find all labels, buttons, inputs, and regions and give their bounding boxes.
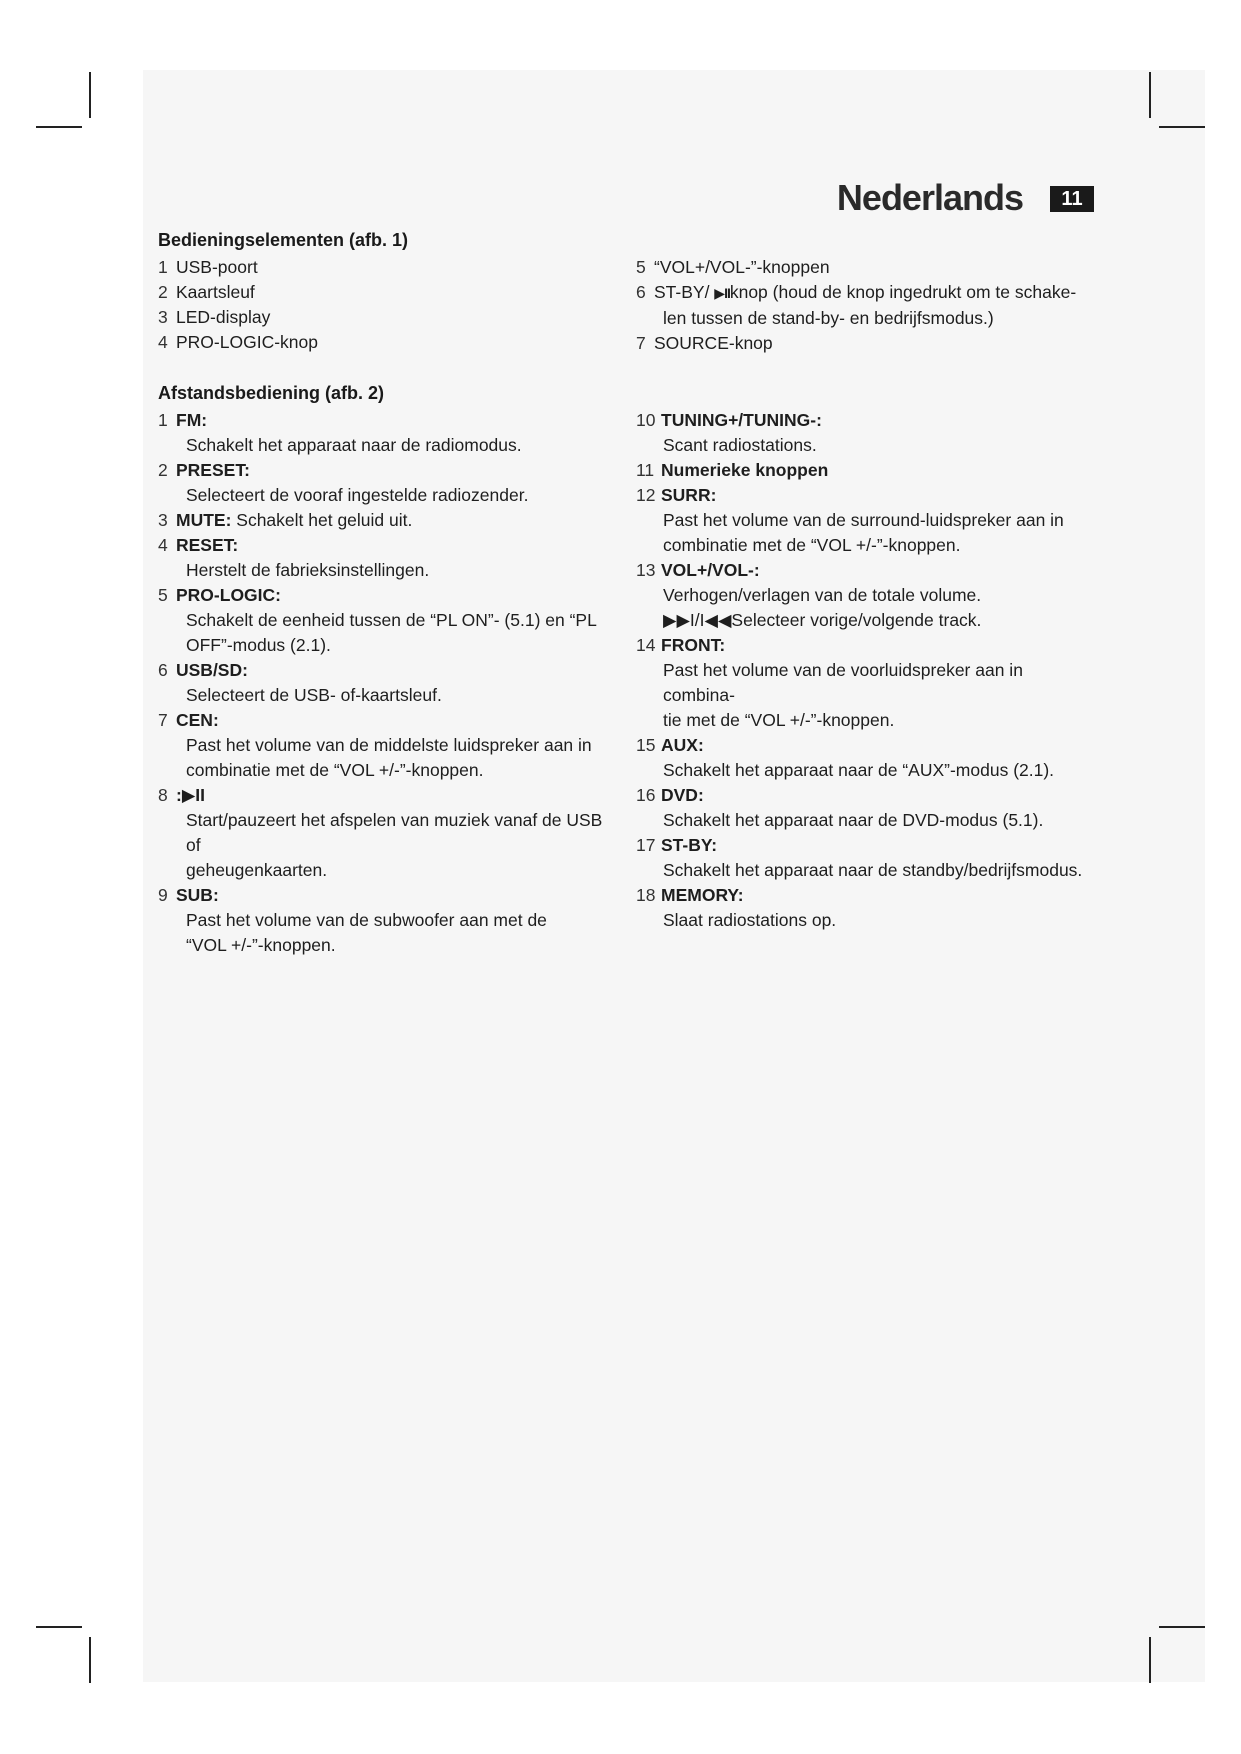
item-number: 18 <box>636 885 656 905</box>
list-item <box>158 458 608 508</box>
item-label: PRESET: <box>176 460 250 480</box>
item-description: Selecteert de vooraf ingestelde radiozender. <box>186 485 529 505</box>
item-label: VOL+/VOL-: <box>661 560 760 580</box>
list-item <box>158 783 608 883</box>
item-number: 6 <box>636 282 646 302</box>
item-label: CEN: <box>176 710 219 730</box>
item-description: Schakelt de eenheid tussen de “PL ON”- (5.1) en “PL <box>186 610 597 630</box>
item-description: Verhogen/verlagen van de totale volume. <box>663 585 982 605</box>
item-label: PRO-LOGIC: <box>176 585 281 605</box>
list-item <box>158 330 608 355</box>
item-description: geheugenkaarten. <box>186 860 328 880</box>
list-item <box>158 583 608 658</box>
item-number: 10 <box>636 410 656 430</box>
list-item <box>636 483 1086 558</box>
list-item <box>636 280 1086 331</box>
list-item <box>636 458 1086 483</box>
item-number: 11 <box>636 460 655 480</box>
item-description: Past het volume van de subwoofer aan met de <box>186 910 547 930</box>
item-description: Schakelt het apparaat naar de “AUX”-modus (2.1). <box>663 760 1055 780</box>
item-number: 8 <box>158 785 168 805</box>
item-number: 6 <box>158 660 168 680</box>
item-description: Past het volume van de surround-luidspreker aan in <box>663 510 1064 530</box>
item-number: 7 <box>158 710 168 730</box>
crop-mark <box>1159 1626 1205 1628</box>
item-label: FM: <box>176 410 208 430</box>
item-number: 15 <box>636 735 656 755</box>
item-label: :▶II <box>176 785 206 805</box>
list-item <box>158 658 608 708</box>
item-description: Schakelt het apparaat naar de standby/bedrijfsmodus. <box>663 860 1083 880</box>
list-item <box>636 833 1086 883</box>
item-label: MEMORY: <box>661 885 744 905</box>
item-label: USB/SD: <box>176 660 248 680</box>
remote-section-title: Afstandsbediening (afb. 2) <box>158 383 385 403</box>
crop-mark <box>89 1637 91 1683</box>
item-description: Past het volume van de middelste luidspreker aan in <box>186 735 592 755</box>
item-text-part: ST-BY/ <box>654 282 715 302</box>
list-item <box>636 408 1086 458</box>
remote-left-list <box>158 408 608 958</box>
item-number: 4 <box>158 535 168 555</box>
item-number: 16 <box>636 785 656 805</box>
item-label: DVD: <box>661 785 704 805</box>
crop-mark <box>89 72 91 118</box>
item-label: SURR: <box>661 485 717 505</box>
item-label: TUNING+/TUNING-: <box>661 410 822 430</box>
item-number: 9 <box>158 885 168 905</box>
item-description: Slaat radiostations op. <box>663 910 837 930</box>
page-language-title: Nederlands <box>836 177 1023 218</box>
item-number: 17 <box>636 835 656 855</box>
item-description: combinatie met de “VOL +/-”-knoppen. <box>663 535 961 555</box>
item-number: 7 <box>636 333 646 353</box>
item-description: Herstelt de fabrieksinstellingen. <box>186 560 430 580</box>
crop-mark <box>1149 72 1151 118</box>
item-description: OFF”-modus (2.1). <box>186 635 331 655</box>
play-pause-icon: ▶II <box>714 285 730 301</box>
item-description: tie met de “VOL +/-”-knoppen. <box>663 710 895 730</box>
item-description: Past het volume van de voorluidspreker aan in combina- <box>663 660 1023 705</box>
item-text: LED-display <box>176 307 271 327</box>
controls-right-list <box>636 255 1086 356</box>
item-label: AUX: <box>661 735 704 755</box>
item-number: 12 <box>636 485 656 505</box>
controls-section-title: Bedieningselementen (afb. 1) <box>158 230 409 250</box>
list-item <box>636 783 1086 833</box>
list-item <box>158 305 608 330</box>
item-label: FRONT: <box>661 635 726 655</box>
item-description: Schakelt het apparaat naar de DVD-modus (5.1). <box>663 810 1044 830</box>
item-number: 2 <box>158 460 168 480</box>
item-number: 14 <box>636 635 656 655</box>
item-text: PRO-LOGIC-knop <box>176 332 318 352</box>
item-number: 1 <box>158 410 168 430</box>
item-description: Start/pauzeert het afspelen van muziek vanaf de USB of <box>186 810 603 855</box>
item-description: combinatie met de “VOL +/-”-knoppen. <box>186 760 484 780</box>
item-description: Selecteert de USB- of-kaartsleuf. <box>186 685 442 705</box>
item-text: SOURCE-knop <box>654 333 773 353</box>
list-item <box>636 633 1086 733</box>
crop-mark <box>36 1626 82 1628</box>
item-number: 2 <box>158 282 168 302</box>
item-number: 3 <box>158 510 168 530</box>
item-description: “VOL +/-”-knoppen. <box>186 935 336 955</box>
item-text <box>654 280 1076 306</box>
list-item <box>158 508 608 533</box>
item-text: Kaartsleuf <box>176 282 255 302</box>
item-description: Scant radiostations. <box>663 435 817 455</box>
item-text: USB-poort <box>176 257 258 277</box>
item-description: Schakelt het apparaat naar de radiomodus. <box>186 435 522 455</box>
list-item <box>636 883 1086 933</box>
item-number: 1 <box>158 257 168 277</box>
item-text-continuation: len tussen de stand-by- en bedrijfsmodus.) <box>663 308 994 328</box>
list-item <box>636 558 1086 633</box>
list-item <box>636 255 1086 280</box>
item-label: RESET: <box>176 535 239 555</box>
item-number: 3 <box>158 307 168 327</box>
controls-left-list <box>158 255 608 355</box>
item-text: “VOL+/VOL-”-knoppen <box>654 257 830 277</box>
list-item <box>158 255 608 280</box>
list-item <box>158 708 608 783</box>
item-label: ST-BY: <box>661 835 718 855</box>
item-number: 5 <box>158 585 168 605</box>
item-description: ▶▶I/I◀◀Selecteer vorige/volgende track. <box>663 610 982 630</box>
item-inline-text: Schakelt het geluid uit. <box>231 510 413 530</box>
item-number: 5 <box>636 257 646 277</box>
item-text-part: knop (houd de knop ingedrukt om te schake- <box>729 282 1077 302</box>
list-item <box>158 408 608 458</box>
list-item <box>158 533 608 583</box>
crop-mark <box>36 126 82 128</box>
list-item <box>636 331 1086 356</box>
list-item <box>158 883 608 958</box>
item-label: MUTE: <box>176 510 232 530</box>
list-item <box>158 280 608 305</box>
page-number-badge: 11 <box>1050 186 1094 212</box>
item-number: 4 <box>158 332 168 352</box>
item-number: 13 <box>636 560 656 580</box>
item-label: Numerieke knoppen <box>661 460 829 480</box>
remote-right-list <box>636 408 1086 933</box>
item-label: SUB: <box>176 885 219 905</box>
list-item <box>636 733 1086 783</box>
crop-mark <box>1149 1637 1151 1683</box>
crop-mark <box>1159 126 1205 128</box>
